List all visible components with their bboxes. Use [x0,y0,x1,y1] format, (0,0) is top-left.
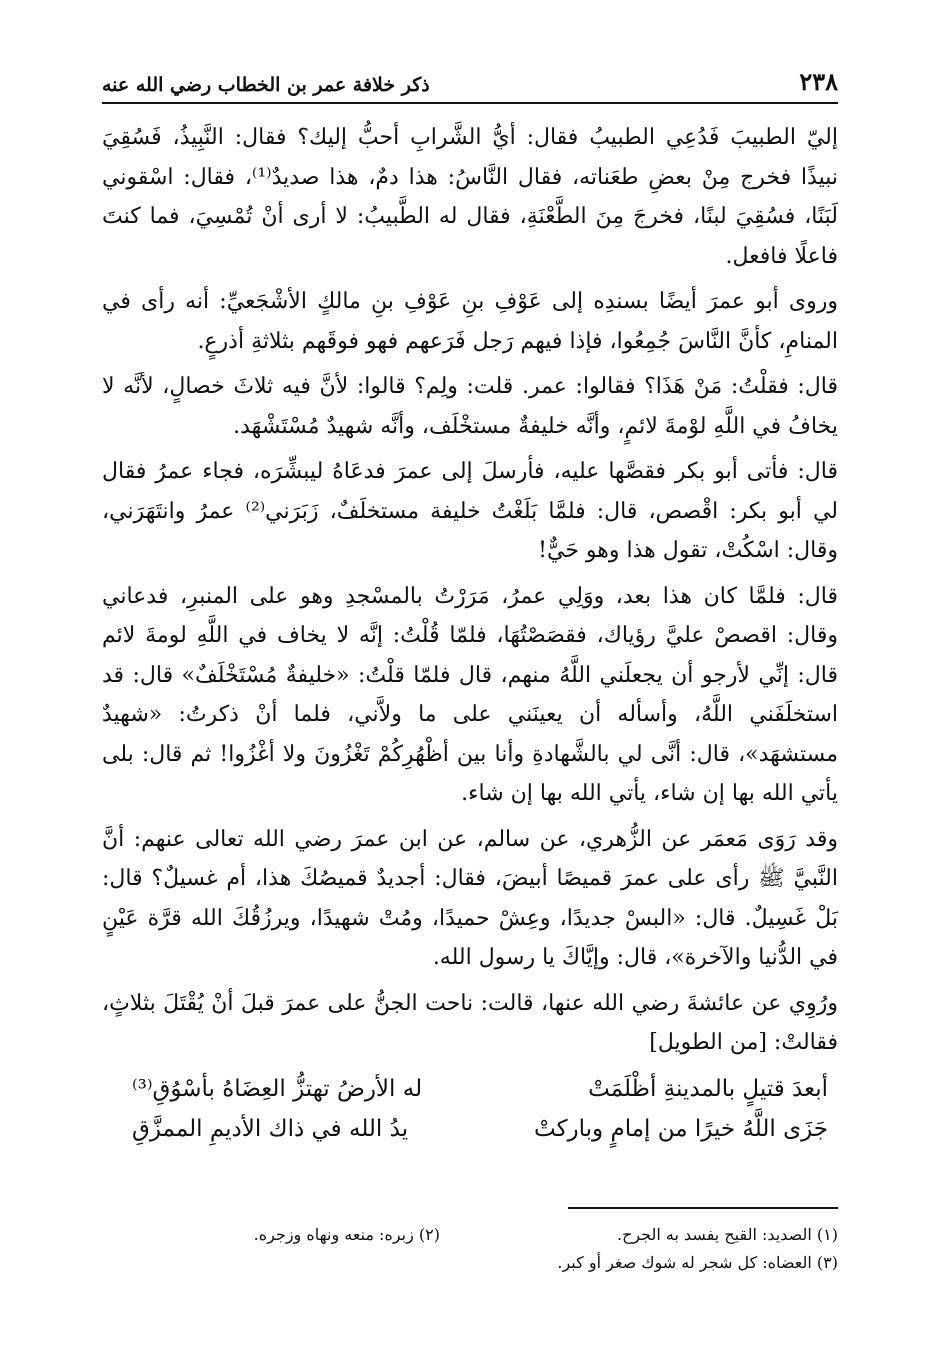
footnote: (٣) العضاه: كل شجر له شوك صغر أو كبر. [557,1252,838,1272]
poem-verse [102,1069,838,1109]
paragraph: إليّ الطبيبَ فَدُعِي الطبيبُ فقال: أيُّ الشَّرابِ أحبُّ إليك؟ فقال: النَّبِيذُ، فَسُقِيَ نبيذًا فخرج مِنْ بعضِ طعَناته، فقال النَّاسُ: هذا دمٌ، هذا صديدٌ⁽¹⁾، فقال: اسْقوني لَبَنًا، فسُقِيَ لبنًا، فخرجَ مِنَ الطَّعْنَةِ، فقال له الطَّبيبُ: لا أرى أنْ تُمْسِيَ، فما كنتَ فاعلًا فافعل. [102,125,838,269]
paragraph: وقد رَوَى مَعمَر عن الزُّهري، عن سالم، عن ابن عمرَ رضي الله تعالى عنهم: أنَّ النَّبيَّ ﷺ رأى على عمرَ قميصًا أبيضَ، فقال: أجديدٌ قميصُكَ هذا، أم غسيلٌ؟ قال: بَلْ غَسِيلٌ. قال: «البسْ جديدًا، وعِشْ حميدًا، ومُتْ شهيدًا، ويرزُقُكَ الله قرَّة عَيْنٍ في الدُّنيا والآخرة»، قال: وإيَّاكَ يا رسول الله. [102,826,838,970]
footnote: (١) الصديد: القيح يفسد به الجرح. [616,1224,838,1244]
verse-second-hemistich: يدُ الله في ذاك الأديمِ الممزَّقِ [132,1115,409,1142]
paragraph: قال: فأتى أبو بكر فقصَّها عليه، فأرسلَ إلى عمرَ فدعَاهُ ليبشِّرَه، فجاء عمرُ فقال لي أبو بكر: اقْصص، قال: فلمَّا بَلَغْتُ خليفة مستخلَفٌ، زَبَرَني⁽²⁾ عمرُ وانتَهَرَني، وقال: اسْكُتْ، تقول هذا وهو حَيٌّ! [102,459,838,563]
footnotes [102,1221,838,1277]
paragraph: قال: فقلْتُ: مَنْ هَذَا؟ فقالوا: عمر. قلت: ولِم؟ قالوا: لأنَّ فيه ثلاثَ خصالٍ، لأنَّه لا يخافُ في اللَّهِ لوْمةَ لائمٍ، وأنَّه خليفةٌ مستخْلَف، وأنَّه شهيدٌ مُسْتَشْهَد. [102,374,838,439]
verse-first-hemistich: جَزَى اللَّهُ خيرًا من إمامٍ وباركتْ [534,1115,828,1142]
poem-verse [102,1109,838,1149]
paragraph: ورُوِي عن عائشةَ رضي الله عنها، قالت: ناحت الجنُّ على عمرَ قبلَ أنْ يُقْتَلَ بثلاثٍ، فقالتْ: [من الطويل] [102,990,838,1055]
footnote-row [102,1249,838,1277]
paragraph: وروى أبو عمرَ أيضًا بسندِه إلى عَوْفِ بنِ عَوْفِ بنِ مالكٍ الأشْجَعيِّ: أنه رأى في المنامِ، كأنَّ النَّاسَ جُمِعُوا، فإذا فيهم رَجل فَرَعهم فهو فوقَهم بثلاثةِ أذرعٍ. [102,289,838,354]
verse-first-hemistich: أبعدَ قتيلٍ بالمدينةِ أظْلَمَتْ [588,1075,828,1102]
footnote-row [102,1221,838,1249]
poem [102,1069,838,1149]
page-number: ٢٣٨ [799,67,838,96]
verse-second-hemistich: له الأرضُ تهتزُّ العِضَاهُ بأسْوُقِ⁽³⁾ [132,1075,423,1102]
body-text [102,118,838,1063]
footnote: (٢) زبره: منعه ونهاه وزجره. [253,1224,440,1244]
page-header [102,58,838,104]
footnote-divider [568,1207,838,1209]
paragraph: قال: فلمَّا كان هذا بعد، ووَلِي عمرُ، مَرَرْتُ بالمسْجدِ وهو على المنبرِ، فدعاني وقال: اقصصْ عليَّ رؤياك، فقصَصْتُهَا، فلمّا قُلْتُ: إنَّه لا يخاف في اللَّهِ لومةَ لائم قال: إنِّي لأرجو أن يجعلَني اللَّهُ منهم، قال فلمّا قلْتُ: «خليفةٌ مُسْتَخْلَفٌ» قال: قد استخلَفَني اللَّهُ، وأسأله أن يعينَني على ما ولاَّني، فلما أنْ ذكرتُ: «شهيدٌ مستشهَد»، قال: أنَّى لي بالشَّهادةِ وأنا بين أظْهُرِكُمْ تَغْزُونَ ولا أغْزُوا! ثم قال: بلى يأتي الله بها إن شاء، يأتي الله بها إن شاء. [102,583,838,806]
running-title: ذكر خلافة عمر بن الخطاب رضي الله عنه [102,74,430,96]
